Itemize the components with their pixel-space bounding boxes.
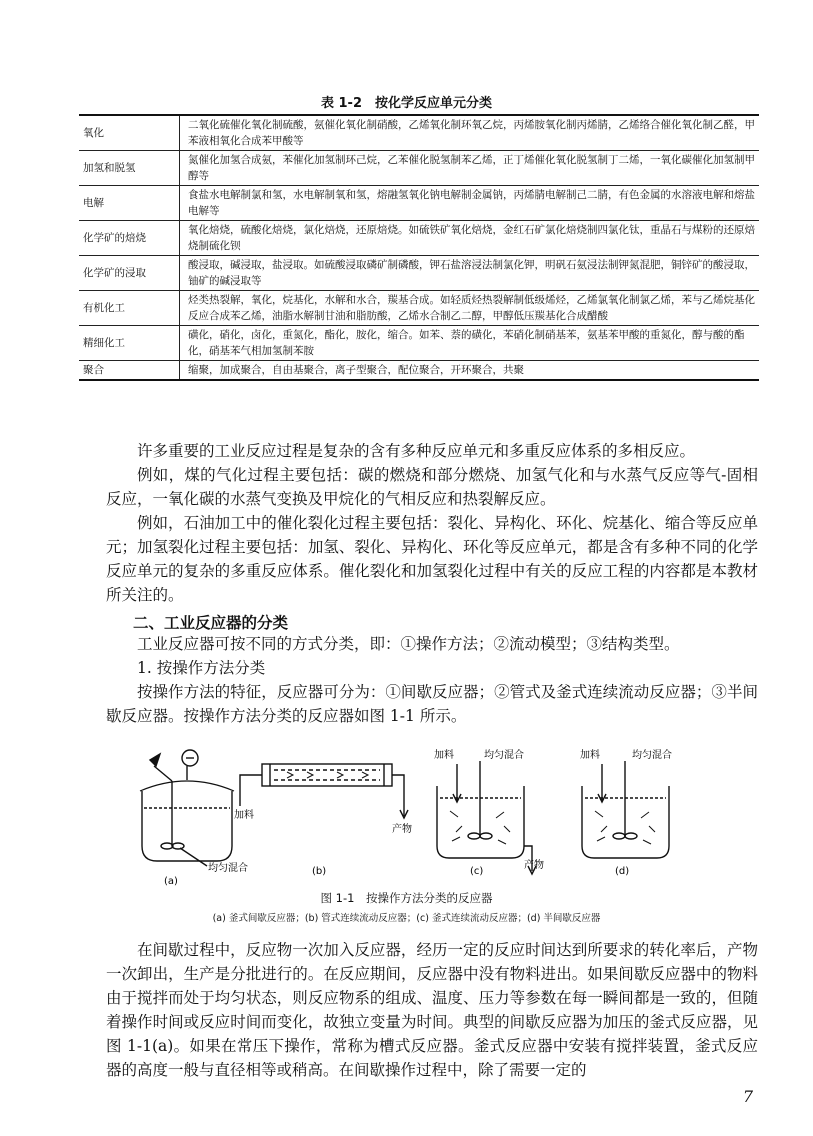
figure-subcaption: (a) 釜式间歇反应器；(b) 管式连续流动反应器；(c) 釜式连续流动反应器；(d) 半间歇反应器	[212, 913, 601, 924]
reactor-b	[240, 764, 408, 818]
table-cell-description: 氮催化加氢合成氨，苯催化加氢制环己烷，乙苯催化脱氢制苯乙烯，正丁烯催化氧化脱氢制丁二烯，一氧化碳催化加氢制甲醇等	[180, 151, 760, 186]
figure-label-c: (c)	[470, 866, 484, 877]
body-text-mid	[106, 680, 758, 728]
reactor-c	[437, 761, 536, 874]
reactor-d	[582, 761, 669, 858]
paragraph: 工业反应器可按不同的方式分类，即：①操作方法；②流动模型；③结构类型。	[137, 635, 680, 653]
table-cell-description: 缩聚，加成聚合，自由基聚合，离子型聚合，配位聚合，开环聚合，共聚	[180, 361, 760, 381]
subsection-heading: 1. 按操作方法分类	[137, 659, 266, 677]
table-cell-category: 化学矿的焙烧	[79, 221, 180, 256]
figure-label-b: (b)	[312, 866, 327, 877]
body-text-top	[106, 439, 758, 607]
table-cell-description: 酸浸取，碱浸取，盐浸取。如硫酸浸取磷矿制磷酸，钾石盐溶浸法制氯化钾，明矾石氨浸法制钾氮混肥，铜锌矿的酸浸取，铀矿的碱浸取等	[180, 256, 760, 291]
figure-label-mix: 均匀混合	[208, 863, 248, 874]
table-cell-category: 精细化工	[79, 326, 180, 361]
reactor-figure	[112, 736, 712, 886]
figure-label-product-c: 产物	[524, 860, 544, 871]
table-cell-description: 二氧化硫催化氧化制硫酸，氨催化氧化制硝酸，乙烯氧化制环氧乙烷，丙烯胺氧化制丙烯腈，乙烯络合催化氧化制乙醛，甲苯液相氧化合成苯甲酸等	[180, 115, 760, 151]
table-row	[79, 186, 759, 221]
table-cell-category: 有机化工	[79, 291, 180, 326]
table-row	[79, 256, 759, 291]
figure-label-d: (d)	[615, 866, 630, 877]
table-row	[79, 115, 759, 151]
table-cell-category: 氧化	[79, 115, 180, 151]
section-heading: 二、工业反应器的分类	[133, 614, 289, 632]
paragraph: 许多重要的工业反应过程是复杂的含有多种反应单元和多重反应体系的多相反应。	[137, 442, 696, 460]
figure-label-product-b: 产物	[392, 824, 412, 835]
paragraph: 在间歇过程中，反应物一次加入反应器，经历一定的反应时间达到所要求的转化率后，产物一次卸出，生产是分批进行的。在反应期间，反应器中没有物料进出。如果间歇反应器中的物料由于搅拌而处于均匀状态，则反应物系的组成、温度、压力等参数在每一瞬间都是一致的，但随着操作时间或反应时间而变化，故独立变量为时间。典型的间歇反应器为加压的釜式反应器，见图 1-1(a)。如果在常压下操作，常称为槽式反应器。釜式反应器中安装有搅拌装置，釜式反应器的高度一般与直径相等或稍高。在间歇操作过程中，除了需要一定的	[106, 941, 758, 1079]
table-caption: 表 1-2 按化学反应单元分类	[320, 96, 492, 111]
table-cell-category: 加氢和脱氢	[79, 151, 180, 186]
table-cell-category: 聚合	[79, 361, 180, 381]
table-cell-description: 磺化，硝化，卤化，重氮化，酯化，胺化，缩合。如苯、萘的磺化，苯硝化制硝基苯，氨基苯甲酸的重氮化，醇与酸的酯化，硝基苯气相加氢制苯胺	[180, 326, 760, 361]
figure-label-feed-b: 加料	[234, 810, 254, 821]
paragraph: 例如，煤的气化过程主要包括：碳的燃烧和部分燃烧、加氢气化和与水蒸气反应等气-固相反应，一氧化碳的水蒸气变换及甲烷化的气相反应和热裂解反应。	[106, 466, 758, 508]
table-row	[79, 151, 759, 186]
reaction-unit-table	[79, 114, 759, 381]
table-row	[79, 361, 759, 381]
reactor-a	[140, 750, 234, 866]
figure-label-mix-d: 均匀混合	[632, 750, 672, 761]
figure-label-feed-d: 加料	[580, 750, 600, 761]
table-cell-description: 食盐水电解制氯和氢，水电解制氧和氢，熔融氢氧化钠电解制金属钠，丙烯腈电解制己二腈，有色金属的水溶液电解和熔盐电解等	[180, 186, 760, 221]
table-cell-description: 烃类热裂解，氧化，烷基化，水解和水合，羰基合成。如轻质烃热裂解制低级烯烃，乙烯氯氧化制氯乙烯，苯与乙烯烷基化反应合成苯乙烯，油脂水解制甘油和脂肪酸，乙烯水合制乙二醇，甲醇低压羰基化合成醋酸	[180, 291, 760, 326]
table-row	[79, 221, 759, 256]
body-text-bottom	[106, 938, 758, 1082]
table-cell-category: 化学矿的浸取	[79, 256, 180, 291]
page-number: 7	[742, 1087, 753, 1106]
table-row	[79, 291, 759, 326]
paragraph: 按操作方法的特征，反应器可分为：①间歇反应器；②管式及釜式连续流动反应器；③半间歇反应器。按操作方法分类的反应器如图 1-1 所示。	[106, 683, 758, 725]
table-cell-description: 氧化焙烧，硫酸化焙烧，氯化焙烧，还原焙烧。如硫铁矿氧化焙烧，金红石矿氯化焙烧制四氯化钛，重晶石与煤粉的还原焙烧制硫化钡	[180, 221, 760, 256]
table-row	[79, 326, 759, 361]
table-cell-category: 电解	[79, 186, 180, 221]
figure-label-feed-c: 加料	[434, 750, 454, 761]
figure-label-a: (a)	[164, 876, 178, 886]
figure-caption: 图 1-1 按操作方法分类的反应器	[320, 891, 493, 905]
figure-label-mix-c: 均匀混合	[484, 750, 524, 761]
paragraph: 例如，石油加工中的催化裂化过程主要包括：裂化、异构化、环化、烷基化、缩合等反应单元；加氢裂化过程主要包括：加氢、裂化、异构化、环化等反应单元，都是含有多种不同的化学反应单元的复杂的多重反应体系。催化裂化和加氢裂化过程中有关的反应工程的内容都是本教材所关注的。	[106, 514, 758, 604]
